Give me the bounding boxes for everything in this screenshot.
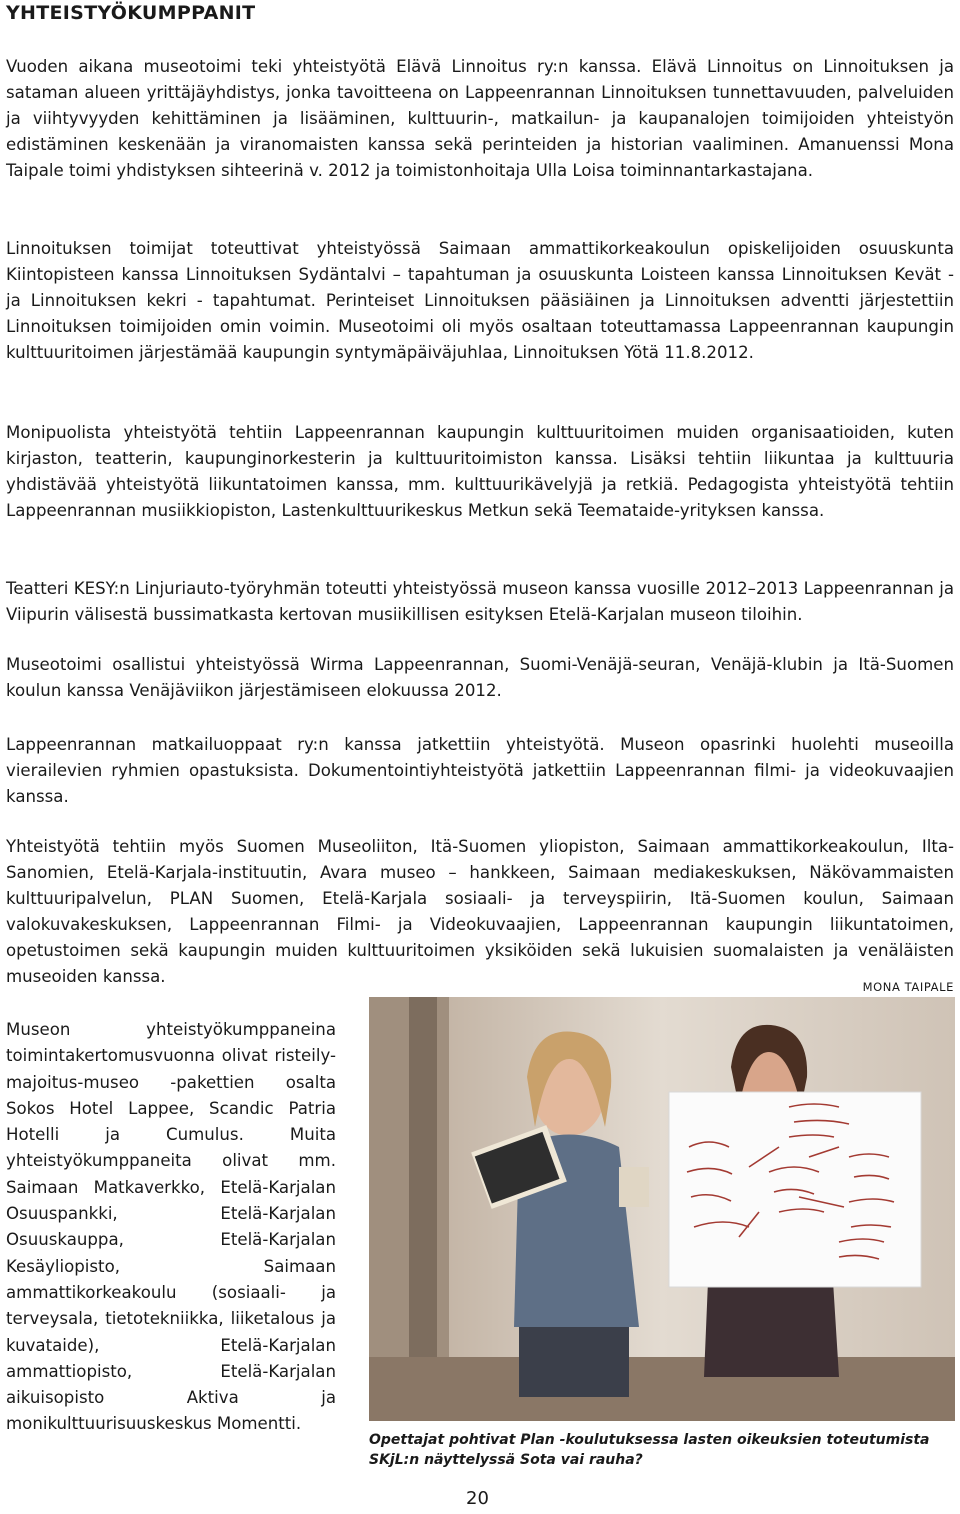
paragraph-6: Lappeenrannan matkailuoppaat ry:n kanssa jatkettiin yhteistyötä. Museon opasrinki huolehti museoilla vierailevien ryhmien opastuksista. Dokumentointiyhteistyötä jatkettiin Lappeenrannan filmi- ja videokuvaajien kanssa. [6,735,954,806]
photo-caption: Opettajat pohtivat Plan -koulutuksessa lasten oikeuksien toteutumista SKjL:n näyttelyssä Sota vai rauha? [369,1432,930,1468]
paragraph-2: Linnoituksen toimijat toteuttivat yhteistyössä Saimaan ammattikorkeakoulun opiskelijoiden osuuskunta Kiintopisteen kanssa Linnoituksen Sydäntalvi – tapahtuman ja osuuskunta Loisteen kanssa Linnoituksen Kevät - ja Linnoituksen kekri - tapahtumat. Perinteiset Linnoituksen pääsiäinen ja Linnoituksen adventti järjestettiin Linnoituksen toimijoiden omin voimin. Museotoimi oli myös osaltaan toteuttamassa Lappeenrannan kaupungin kulttuuritoimen järjestämää kaupungin syntymäpäiväjuhlaa, Linnoituksen Yötä 11.8.2012. [6,239,954,362]
page-number: 20 [466,1488,489,1509]
paragraph-5: Museotoimi osallistui yhteistyössä Wirma Lappeenrannan, Suomi-Venäjä-seuran, Venäjä-klubin ja Itä-Suomen koulun kanssa Venäjäviikon järjestämiseen elokuussa 2012. [6,655,954,700]
paragraph-4: Teatteri KESY:n Linjuriauto-työryhmän toteutti yhteistyössä museon kanssa vuosille 2012–2013 Lappeenrannan ja Viipurin välisestä bussimatkasta kertovan musiikillisen esityksen Etelä-Karjalan museon tiloihin. [6,579,954,624]
paragraph-3: Monipuolista yhteistyötä tehtiin Lappeenrannan kaupungin kulttuuritoimen muiden organisaatioiden, kuten kirjaston, teatterin, kaupunginorkesterin ja kulttuuritoimiston kanssa. Lisäksi tehtiin liikuntaa ja kulttuuria yhdistävää yhteistyötä liikuntatoimen kanssa, mm. kulttuurikävelyjä ja retkiä. Pedagogista yhteistyötä tehtiin Lappeenrannan musiikkiopiston, Lastenkulttuurikeskus Metkun sekä Teemataide-yrityksen kanssa. [6,423,954,520]
photo-illustration [369,997,955,1421]
photo [369,997,955,1421]
sidebar-text: Museon yhteistyökumppaneina toimintakertomusvuonna olivat risteily-majoitus-museo -pakettien osalta Sokos Hotel Lappee, Scandic Patria Hotelli ja Cumulus. Muita yhteistyökumppaneita olivat mm. Saimaan Matkaverkko, Etelä-Karjalan Osuuspankki, Etelä-Karjalan Osuuskauppa, Etelä-Karjalan Kesäyliopisto, Saimaan ammattikorkeakoulu (sosiaali- ja terveysala, tietotekniikka, liiketalous ja kuvataide), Etelä-Karjalan ammattiopisto, Etelä-Karjalan aikuisopisto Aktiva ja monikulttuurisuuskeskus Momentti. [6,1020,336,1434]
section-title: YHTEISTYÖKUMPPANIT [6,2,256,24]
paragraph-7: Yhteistyötä tehtiin myös Suomen Museoliiton, Itä-Suomen yliopiston, Saimaan ammattikorkeakoulun, Ilta-Sanomien, Etelä-Karjala-instituutin, Avara museo – hankkeen, Saimaan mediakeskuksen, Näkövammaisten kulttuuripalvelun, PLAN Suomen, Etelä-Karjala sosiaali- ja terveyspiirin, Itä-Suomen koulun, Saimaan valokuvakeskuksen, Lappeenrannan Filmi- ja Videokuvaajien, Lappeenrannan kaupungin liikuntatoimen, opetustoimen sekä kaupungin muiden kulttuuritoimen yksiköiden sekä lukuisien suomalaisten ja venäläisten museoiden kanssa. [6,837,954,986]
photo-credit: MONA TAIPALE [862,980,954,994]
paragraph-1: Vuoden aikana museotoimi teki yhteistyötä Elävä Linnoitus ry:n kanssa. Elävä Linnoitus on Linnoituksen ja sataman alueen yrittäjäyhdistys, jonka tavoitteena on Lappeenrannan Linnoituksen tunnettavuuden, palveluiden ja viihtyvyyden kehittäminen ja lisääminen, kulttuurin-, matkailun- ja kaupanalojen toimijoiden yhteistyön edistäminen keskenään ja viranomaisten kanssa sekä perinteiden ja historian vaaliminen. Amanuenssi Mona Taipale toimi yhdistyksen sihteerinä v. 2012 ja toimistonhoitaja Ulla Loisa toiminnantarkastajana. [6,57,954,180]
